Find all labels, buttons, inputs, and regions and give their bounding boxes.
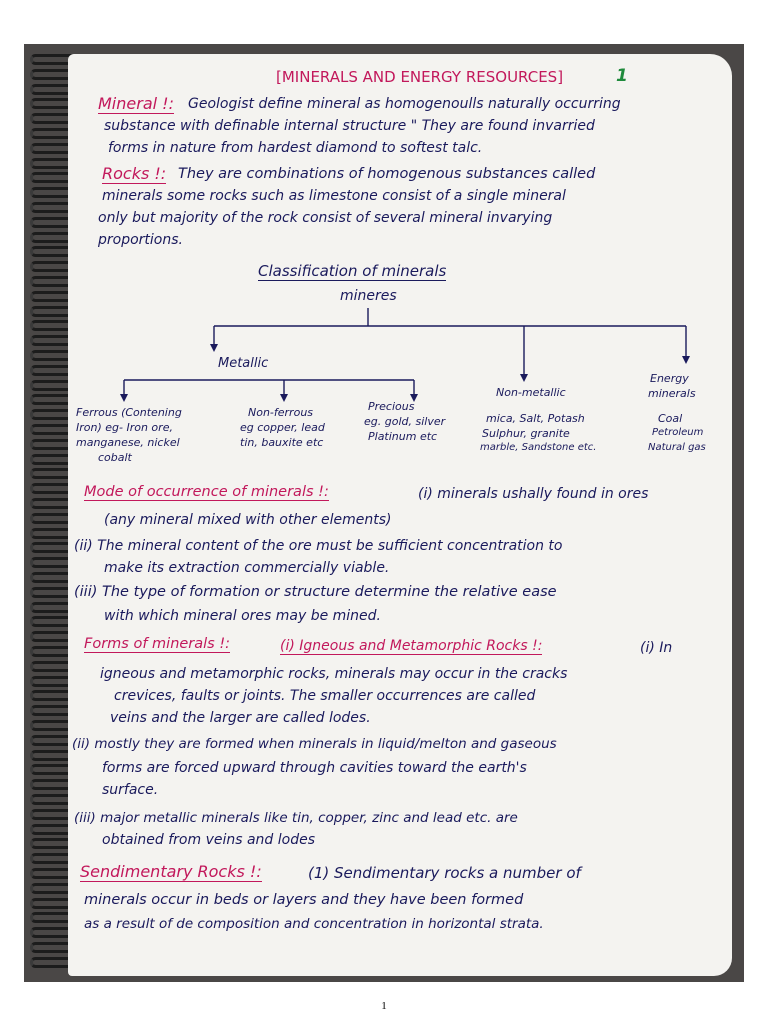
mineral-line-2: substance with definable internal structure " They are found invarried	[104, 118, 595, 134]
non-ferrous-line-3: tin, bauxite etc	[240, 436, 324, 449]
forms-line-4: veins and the larger are called lodes.	[110, 710, 371, 726]
rocks-line-2: minerals some rocks such as limestone consist of a single mineral	[102, 188, 566, 204]
sedimentary-line-1: (1) Sendimentary rocks a number of	[308, 864, 581, 882]
energy-line-5: Natural gas	[648, 442, 706, 453]
forms-line-8: (iii) major metallic minerals like tin, copper, zinc and lead etc. are	[74, 810, 518, 826]
sedimentary-heading: Sendimentary Rocks !:	[80, 862, 262, 881]
ferrous-line-1: Ferrous (Contening	[76, 406, 182, 419]
mineral-line-1: Geologist define mineral as homogenoulls naturally occurring	[188, 96, 621, 112]
mode-line-1: (i) minerals ushally found in ores	[418, 486, 649, 502]
rocks-line-3: only but majority of the rock consist of several mineral invarying	[98, 210, 553, 226]
sedimentary-line-3: as a result of de composition and concentration in horizontal strata.	[84, 916, 544, 932]
energy-line-1: Energy	[650, 372, 689, 385]
rocks-heading: Rocks !:	[102, 164, 167, 183]
forms-line-1: (i) In	[640, 640, 673, 656]
non-metallic-line-4: marble, Sandstone etc.	[480, 442, 597, 453]
forms-line-3: crevices, faults or joints. The smaller occurrences are called	[114, 688, 536, 704]
mineral-heading: Mineral !:	[98, 94, 174, 113]
ferrous-line-2: Iron) eg- Iron ore,	[76, 421, 173, 434]
ferrous-line-4: cobalt	[98, 451, 132, 464]
non-metallic-line-3: Sulphur, granite	[482, 427, 570, 440]
ferrous-line-3: manganese, nickel	[76, 436, 180, 449]
page-title: [MINERALS AND ENERGY RESOURCES]	[276, 68, 564, 86]
forms-heading: Forms of minerals !:	[84, 636, 231, 652]
forms-line-5: (ii) mostly they are formed when minerals in liquid/melton and gaseous	[72, 736, 557, 752]
sedimentary-line-2: minerals occur in beds or layers and they have been formed	[84, 892, 524, 908]
forms-subheading: (i) Igneous and Metamorphic Rocks !:	[280, 638, 543, 654]
energy-line-4: Petroleum	[652, 427, 704, 438]
mode-line-6: with which mineral ores may be mined.	[104, 608, 382, 624]
notebook-page	[68, 54, 732, 976]
precious-line-3: Platinum etc	[368, 430, 438, 443]
mode-line-2: (any mineral mixed with other elements)	[104, 512, 392, 528]
precious-line-1: Precious	[368, 400, 415, 413]
notebook-photo	[24, 44, 744, 982]
non-ferrous-line-1: Non-ferrous	[248, 406, 314, 419]
classification-title: Classification of minerals	[258, 262, 447, 280]
classification-root: mineres	[340, 288, 397, 304]
mode-heading: Mode of occurrence of minerals !:	[84, 484, 329, 500]
rocks-line-4: proportions.	[98, 232, 183, 248]
forms-line-2: igneous and metamorphic rocks, minerals may occur in the cracks	[100, 666, 568, 682]
non-metallic-line-1: Non-metallic	[496, 386, 566, 399]
precious-line-2: eg. gold, silver	[364, 415, 446, 428]
rocks-line-1: They are combinations of homogenous substances called	[178, 166, 596, 182]
page-number-handwritten: 1	[616, 66, 628, 86]
mineral-line-3: forms in nature from hardest diamond to softest talc.	[108, 140, 483, 156]
forms-line-9: obtained from veins and lodes	[102, 832, 316, 848]
metallic-label: Metallic	[218, 356, 269, 371]
mode-line-3: (ii) The mineral content of the ore must be sufficient concentration to	[74, 538, 563, 554]
energy-line-2: minerals	[648, 387, 696, 400]
footer-page-number: 1	[381, 1000, 387, 1012]
non-metallic-line-2: mica, Salt, Potash	[486, 412, 585, 425]
non-ferrous-line-2: eg copper, lead	[240, 421, 325, 434]
forms-line-7: surface.	[102, 782, 159, 798]
energy-line-3: Coal	[658, 412, 683, 425]
forms-line-6: forms are forced upward through cavities toward the earth's	[102, 760, 527, 776]
mode-line-4: make its extraction commercially viable.	[104, 560, 390, 576]
mode-line-5: (iii) The type of formation or structure determine the relative ease	[74, 584, 557, 600]
